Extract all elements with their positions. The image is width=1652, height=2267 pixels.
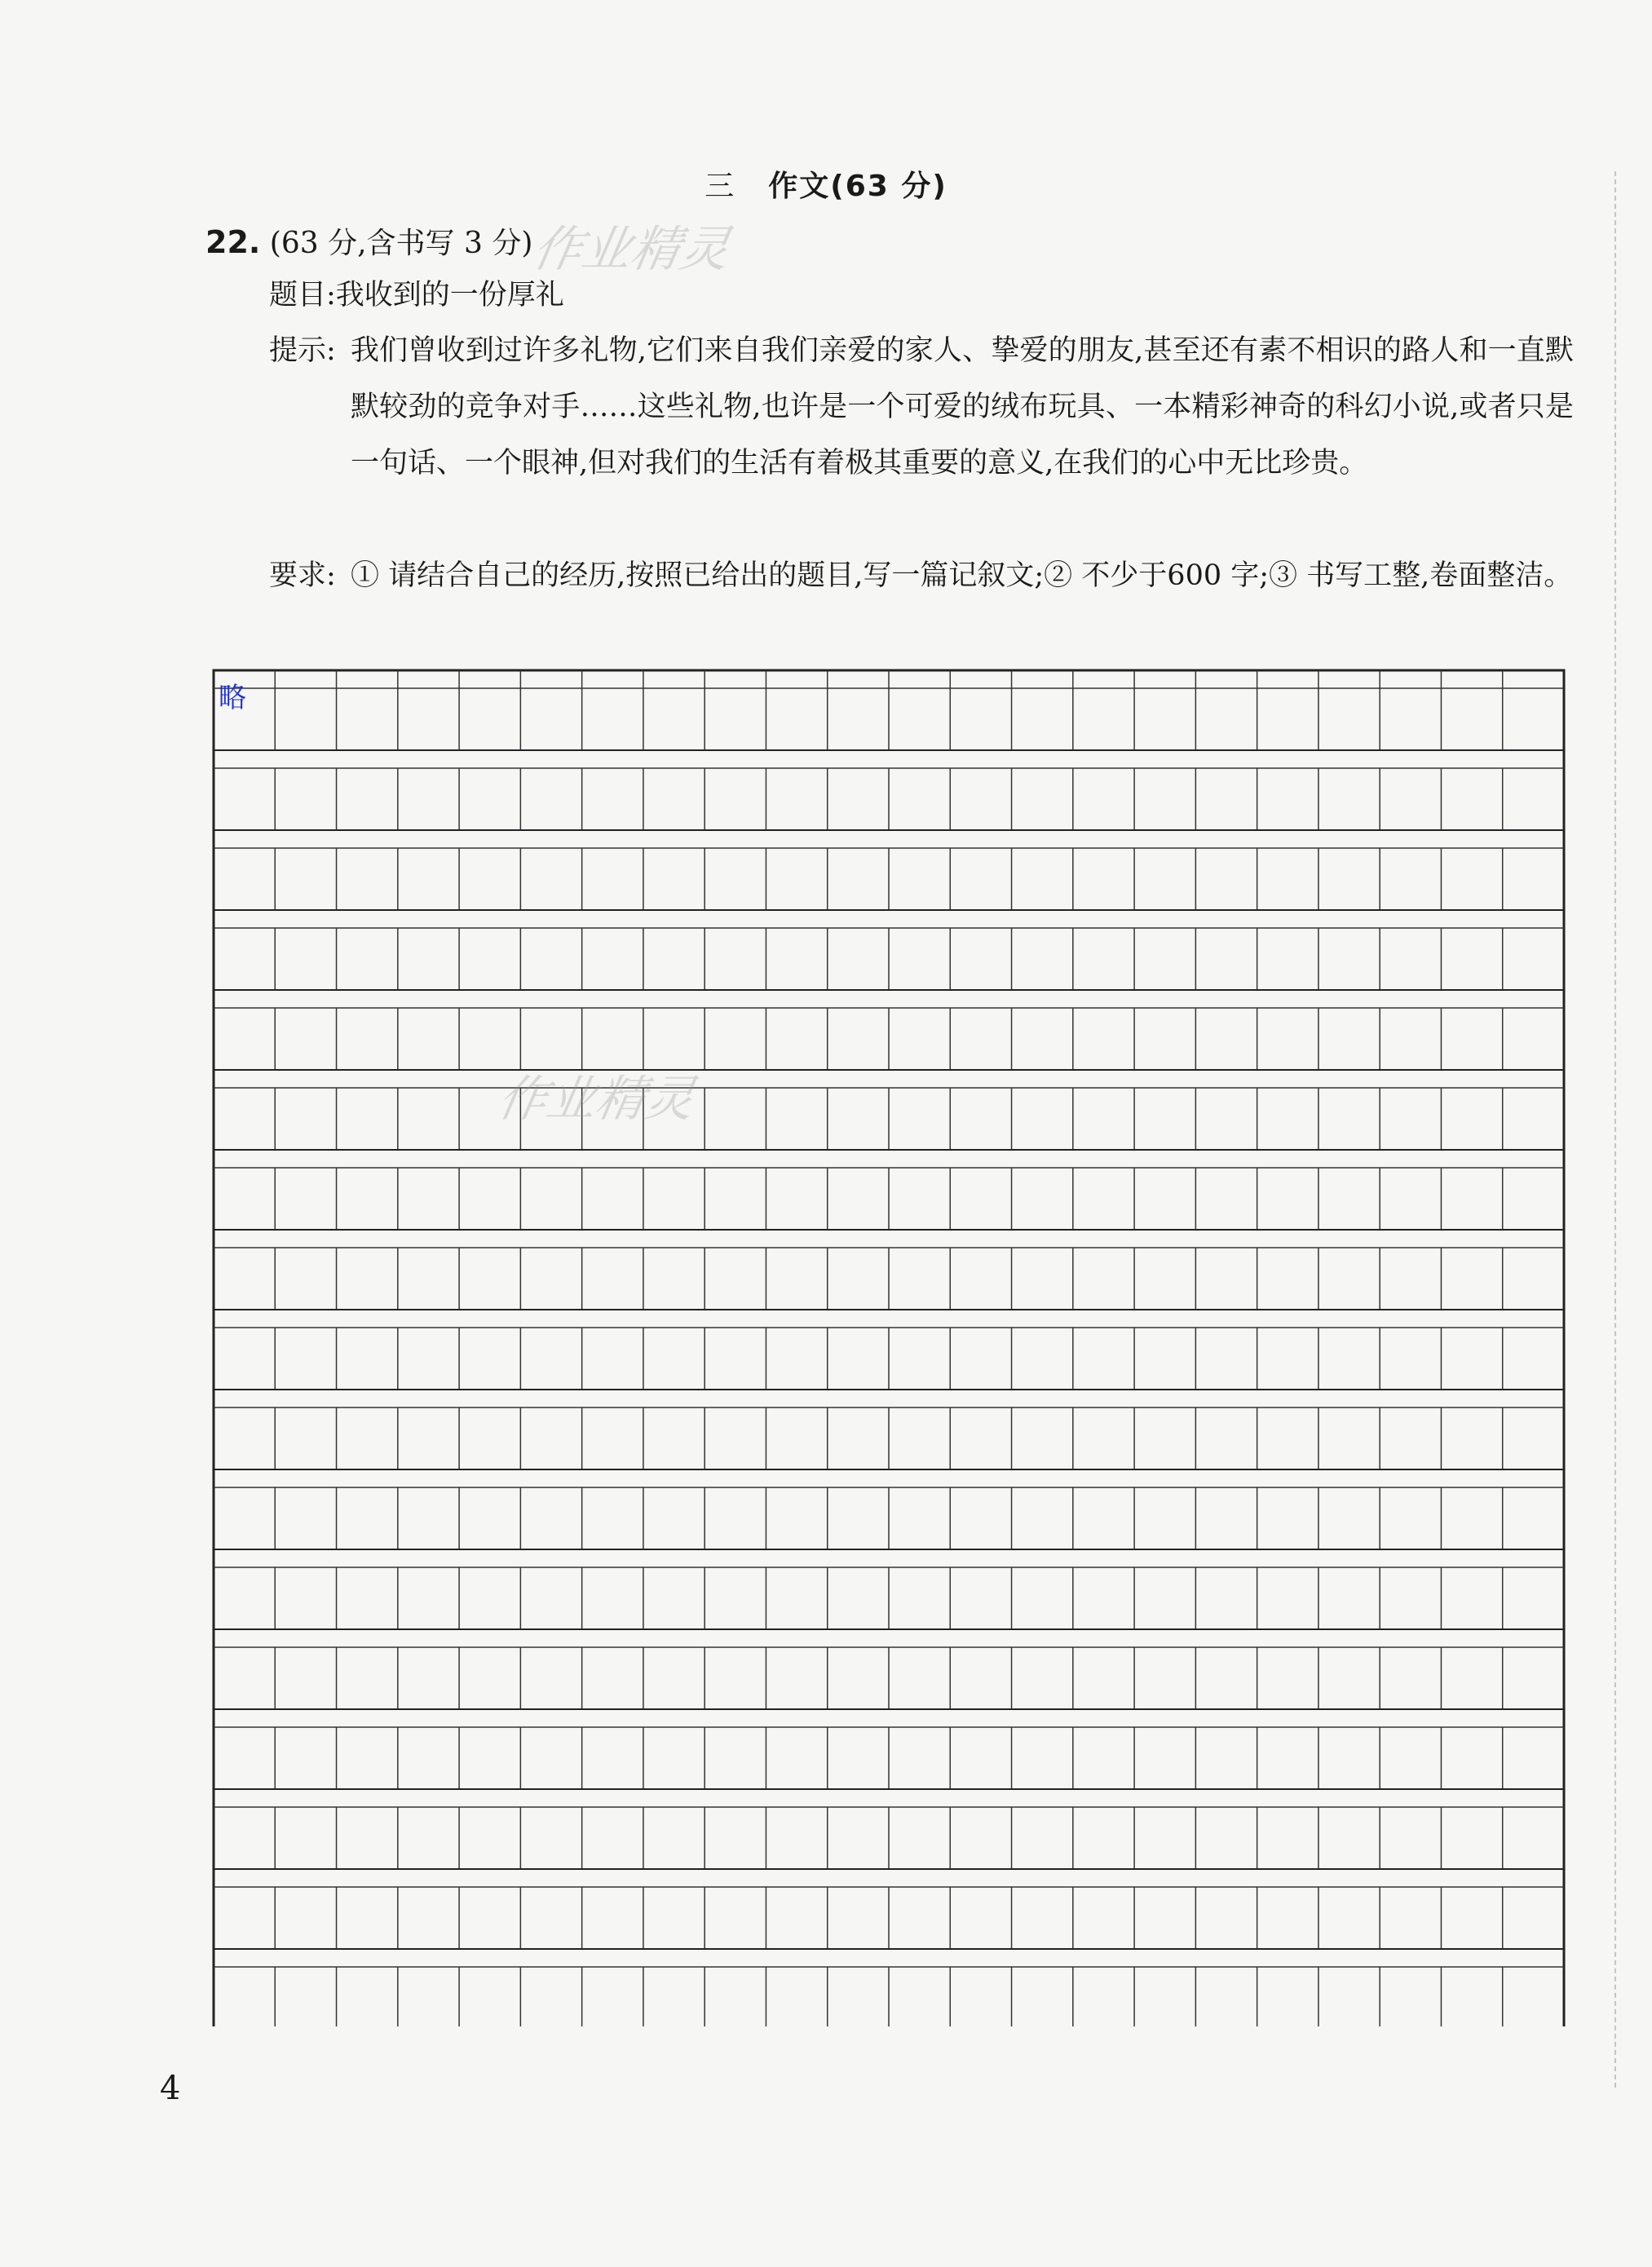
- section-number: 三: [705, 170, 736, 203]
- section-title: [0, 163, 1652, 205]
- answer-grid: [212, 669, 1566, 2026]
- watermark-middle: 作业精灵: [493, 1071, 700, 1128]
- question-number: 22.: [205, 224, 261, 260]
- question-points: (63 分,含书写 3 分): [269, 227, 533, 260]
- hint-text: 我们曾收到过许多礼物,它们来自我们亲爱的家人、挚爱的朋友,甚至还有素不相识的路人和一直默默较劲的竞争对手……这些礼物,也许是一个可爱的绒布玩具、一本精彩神奇的科幻小说,或者只是一句话、一个眼神,但对我们的生活有着极其重要的意义,在我们的心中无比珍贵。: [351, 334, 1574, 479]
- question-header: [205, 220, 532, 262]
- page-fold-line: [1614, 171, 1616, 2088]
- requirement-text: ① 请结合自己的经历,按照已给出的题目,写一篇记叙文;② 不少于600 字;③ 书写工整,卷面整洁。: [351, 559, 1573, 592]
- hint-label: 提示:: [269, 334, 336, 367]
- watermark-top: 作业精灵: [528, 221, 735, 278]
- requirement-label: 要求:: [269, 559, 336, 592]
- section-name: 作文(63 分): [768, 170, 947, 203]
- page-number: 4: [160, 2070, 181, 2107]
- answer-text: 略: [219, 682, 246, 714]
- writing-grid: [212, 669, 1566, 2026]
- essay-topic: 题目:我收到的一份厚礼: [269, 279, 564, 312]
